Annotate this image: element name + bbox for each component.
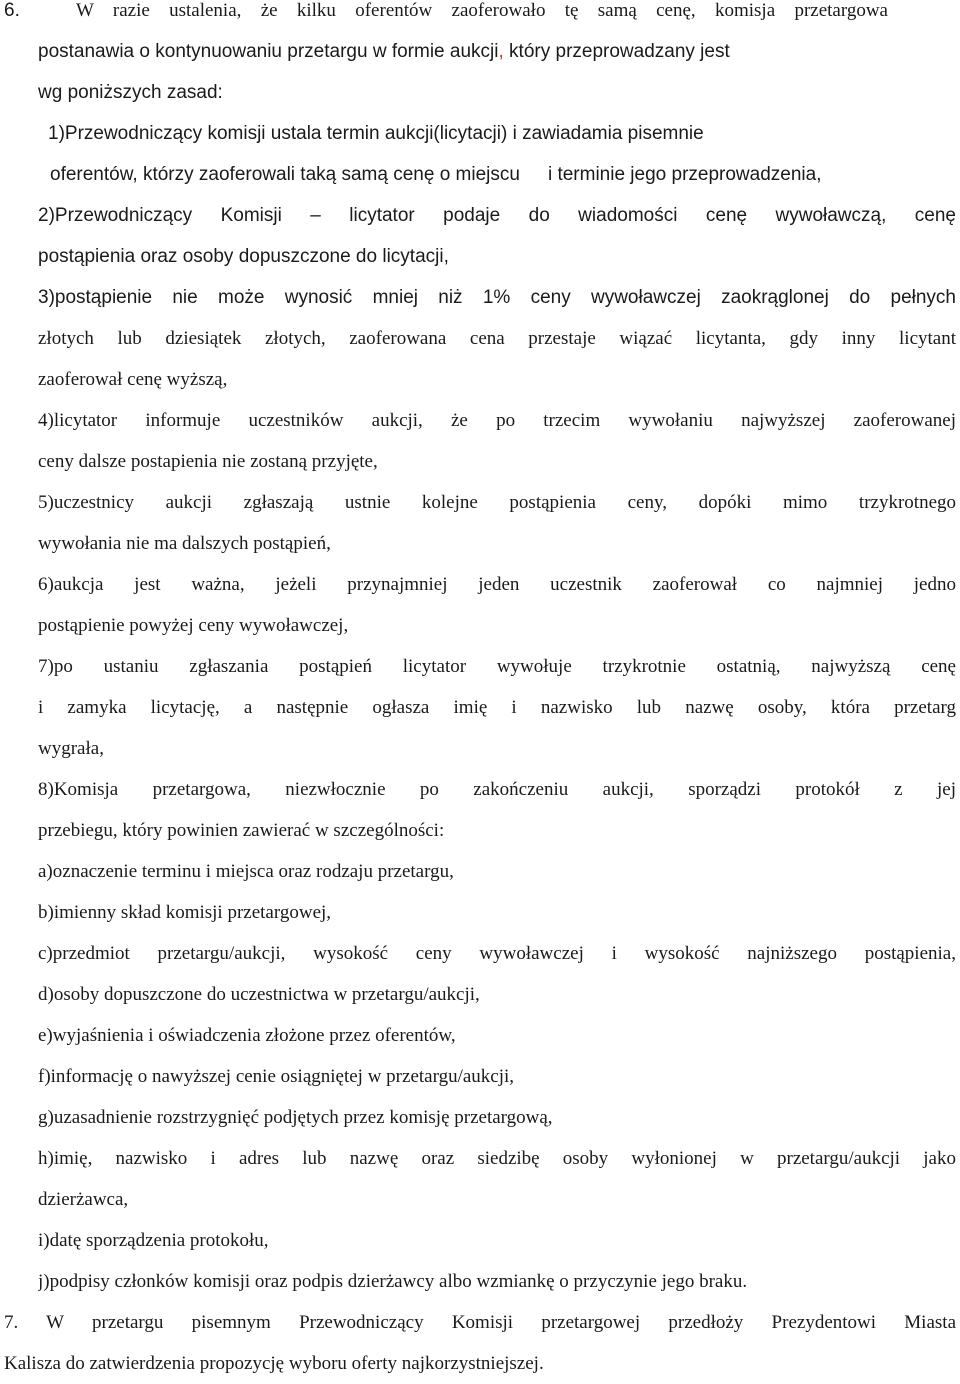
sub-item-c: c)przedmiot przetargu/aukcji, wysokość ceny wywoławczej i wysokość najniższego postąpienia, <box>38 943 956 964</box>
item-7-line-1: 7)po ustaniu zgłaszania postąpień licytator wywołuje trzykrotnie ostatnią, najwyższą cenę <box>38 656 956 677</box>
section-6-line-1: W razie ustalenia, że kilku oferentów zaoferowało tę samą cenę, komisja przetargowa <box>76 0 888 21</box>
section-6-line-2-part-2: który przeprowadzany jest <box>503 41 730 62</box>
item-1-line-2-part-1: oferentów, którzy zaoferowali taką samą cenę o miejscu <box>50 164 520 185</box>
sub-item-f: f)informację o nawyższej cenie osiągniętej w przetargu/aukcji, <box>38 1066 515 1087</box>
section-6-line-2 <box>38 31 956 72</box>
item-5-line-1: 5)uczestnicy aukcji zgłaszają ustnie kolejne postąpienia ceny, dopóki mimo trzykrotnego <box>38 492 956 513</box>
item-8-line-1: 8)Komisja przetargowa, niezwłocznie po zakończeniu aukcji, sporządzi protokół z jej <box>38 779 956 800</box>
item-2-line-2: postąpienia oraz osoby dopuszczone do licytacji, <box>38 246 449 267</box>
section-7-line-1: 7. W przetargu pisemnym Przewodniczący Komisji przetargowej przedłoży Prezydentowi Miasta <box>4 1312 956 1333</box>
section-6-line-2-part-1: postanawia o kontynuowaniu przetargu w formie aukcji <box>38 41 499 62</box>
sub-item-j: j)podpisy członków komisji oraz podpis dzierżawcy albo wzmiankę o przyczynie jego braku. <box>38 1271 748 1292</box>
sub-item-h-line-1: h)imię, nazwisko i adres lub nazwę oraz siedzibę osoby wyłonionej w przetargu/aukcji jako <box>38 1148 956 1169</box>
item-2-line-1: 2)Przewodniczący Komisji – licytator podaje do wiadomości cenę wywoławczą, cenę <box>38 205 956 226</box>
item-6-line-1: 6)aukcja jest ważna, jeżeli przynajmniej jeden uczestnik zaoferował co najmniej jedno <box>38 574 956 595</box>
item-1-line-1: 1)Przewodniczący komisji ustala termin aukcji(licytacji) i zawiadamia pisemnie <box>48 123 704 144</box>
item-5-line-2: wywołania nie ma dalszych postąpień, <box>38 533 331 554</box>
item-3-line-2: złotych lub dziesiątek złotych, zaoferowana cena przestaje wiązać licytanta, gdy inny licytant <box>38 328 956 349</box>
item-4-line-2: ceny dalsze postapienia nie zostaną przyjęte, <box>38 451 378 472</box>
section-7-line-2: Kalisza do zatwierdzenia propozycję wyboru oferty najkorzystniejszej. <box>4 1353 544 1374</box>
item-3-line-3: zaoferował cenę wyższą, <box>38 369 228 390</box>
item-8-line-2: przebiegu, który powinien zawierać w szczególności: <box>38 820 445 841</box>
sub-item-b: b)imienny skład komisji przetargowej, <box>38 902 332 923</box>
item-1-line-2-part-2: i terminie jego przeprowadzenia, <box>547 164 822 185</box>
sub-item-i: i)datę sporządzenia protokołu, <box>38 1230 269 1251</box>
item-6-line-2: postąpienie powyżej ceny wywoławczej, <box>38 615 349 636</box>
section-6-line-3: wg poniższych zasad: <box>38 82 223 103</box>
item-7-line-2: i zamyka licytację, a następnie ogłasza imię i nazwisko lub nazwę osoby, która przetarg <box>38 697 956 718</box>
section-6-number: 6. <box>4 0 20 21</box>
item-1-line-2 <box>50 154 956 195</box>
item-7-line-3: wygrała, <box>38 738 104 759</box>
item-4-line-1: 4)licytator informuje uczestników aukcji, że po trzecim wywołaniu najwyższej zaoferowanej <box>38 410 956 431</box>
item-3-line-1: 3)postąpienie nie może wynosić mniej niż 1% ceny wywoławczej zaokrąglonej do pełnych <box>38 287 956 308</box>
section-6-line-2-comma: , <box>498 41 504 62</box>
sub-item-h-line-2: dzierżawca, <box>38 1189 129 1210</box>
sub-item-e: e)wyjaśnienia i oświadczenia złożone przez oferentów, <box>38 1025 456 1046</box>
sub-item-g: g)uzasadnienie rozstrzygnięć podjętych przez komisję przetargową, <box>38 1107 553 1128</box>
sub-item-a: a)oznaczenie terminu i miejsca oraz rodzaju przetargu, <box>38 861 454 882</box>
sub-item-d: d)osoby dopuszczone do uczestnictwa w przetargu/aukcji, <box>38 984 480 1005</box>
